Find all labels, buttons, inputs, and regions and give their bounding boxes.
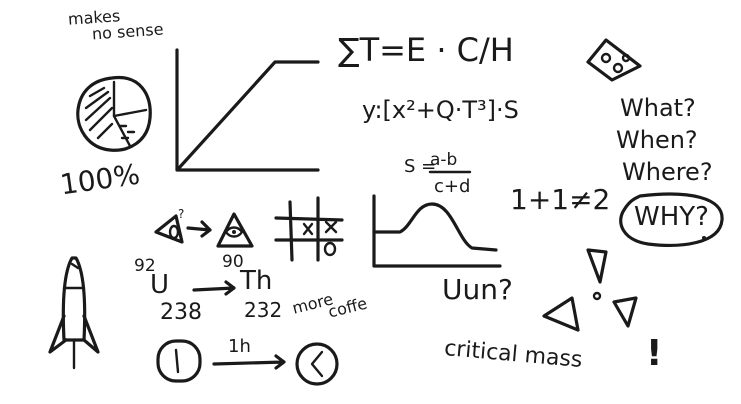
uranium-mass-number: 238: [160, 300, 202, 325]
clock-icon-later: [297, 344, 337, 384]
s-formula-num: a-b: [430, 150, 458, 170]
distribution-graph-curve: [376, 204, 496, 250]
arrow-icon: [188, 222, 210, 236]
s-formula-den: c+d: [434, 176, 471, 197]
s-formula-lhs: S =: [404, 156, 437, 177]
time-label: 1h: [228, 336, 251, 357]
thorium-atomic-number: 90: [222, 252, 244, 272]
critical-mass-exclamation: !: [646, 333, 663, 374]
growth-graph-axes: [177, 50, 318, 170]
percent-label: 100%: [58, 157, 142, 202]
decay-arrow-icon: [194, 282, 234, 294]
distribution-graph: [374, 196, 500, 266]
tic-tac-toe-icon: [276, 198, 342, 260]
uranium-atomic-number: 92: [134, 256, 156, 276]
label-one-plus-one: 1+1≠2: [510, 183, 611, 216]
label-what: What?: [620, 94, 696, 122]
growth-graph-line: [179, 62, 318, 168]
equation-y: y:[x²+Q·T³]·S: [362, 96, 519, 124]
label-critical-mass: critical mass: [443, 336, 584, 373]
time-arrow-icon: [214, 356, 284, 368]
exclamation-icon: [588, 250, 606, 282]
more-coffee-line2: coffe: [326, 293, 370, 322]
label-uun: Uun?: [442, 273, 513, 306]
label-why: WHY?: [634, 202, 709, 232]
thorium-symbol: Th: [240, 266, 273, 296]
more-coffee-line1: more: [290, 289, 336, 318]
pizza-slice-icon: [588, 40, 640, 80]
equation-ste: ∑T=E · C/H: [338, 31, 514, 69]
rocket-icon: [50, 258, 98, 368]
eye-pyramid-icon: [218, 214, 252, 246]
label-where: Where?: [622, 158, 713, 186]
clock-icon: [158, 341, 200, 381]
radiation-icon: [544, 250, 636, 330]
pie-chart-icon: [78, 78, 150, 151]
label-when: When?: [616, 126, 698, 154]
growth-graph: [177, 50, 318, 170]
uranium-symbol: U: [150, 270, 170, 300]
label-no-sense: no sense: [91, 19, 165, 44]
eye-superscript: ?: [178, 207, 185, 221]
label-makes: makes: [67, 6, 121, 29]
thorium-mass-number: 232: [244, 298, 283, 322]
